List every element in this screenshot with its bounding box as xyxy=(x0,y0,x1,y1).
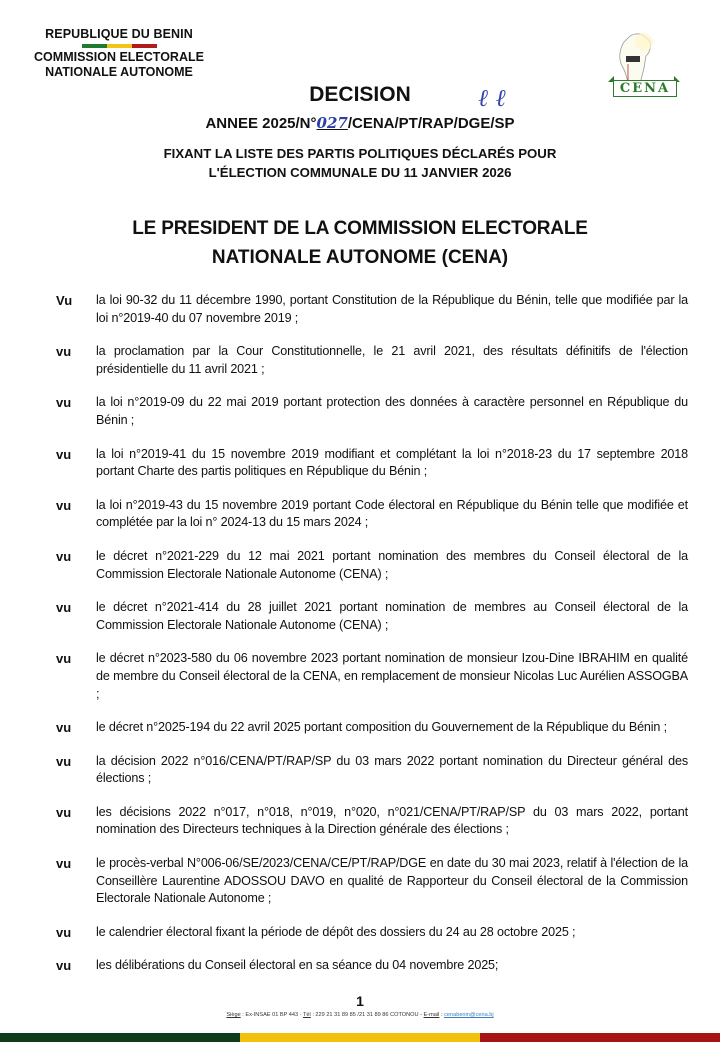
vu-text: le décret n°2021-414 du 28 juillet 2021 portant nomination de membres au Conseil électoral de la Commission Electorale Nationale Autonome (CENA) ; xyxy=(96,600,688,632)
flag-green xyxy=(82,44,107,48)
document-title: DECISION xyxy=(309,83,411,106)
vu-label: vu xyxy=(56,804,72,820)
flag-stripe xyxy=(82,44,157,48)
footer-yellow xyxy=(240,1033,480,1042)
considerations-list xyxy=(56,292,688,991)
vu-label: vu xyxy=(56,497,72,513)
consideration-item xyxy=(56,855,688,908)
page-number: 1 xyxy=(356,993,364,1009)
vu-label: vu xyxy=(56,651,72,667)
consideration-item xyxy=(56,548,688,583)
consideration-item xyxy=(56,957,688,975)
vu-label: vu xyxy=(56,548,72,564)
subject-line-2: L'ÉLECTION COMMUNALE DU 11 JANVIER 2026 xyxy=(208,165,512,180)
vu-text: le calendrier électoral fixant la période de dépôt des dossiers du 24 au 28 octobre 2025 ; xyxy=(96,924,576,939)
vu-text: les délibérations du Conseil électoral en sa séance du 04 novembre 2025; xyxy=(96,958,499,973)
commission-line-2: NATIONALE AUTONOME xyxy=(45,65,193,79)
footer-green xyxy=(0,1033,240,1042)
vu-label: vu xyxy=(56,720,72,736)
vu-text: la loi 90-32 du 11 décembre 1990, portant Constitution de la République du Bénin, telle que modifiée par la loi n°2019-40 du 07 novembre 2019 ; xyxy=(96,293,688,325)
vu-text: la décision 2022 n°016/CENA/PT/RAP/SP du 03 mars 2022 portant nomination du Directeur général des élections ; xyxy=(96,753,688,786)
tel-value: : 229 21 31 89 85 /21 31 89 86 COTONOU - xyxy=(310,1012,424,1018)
reference-number: 027 xyxy=(316,114,348,132)
reference-suffix: /CENA/PT/RAP/DGE/SP xyxy=(347,115,515,132)
reference-prefix: ANNEE 2025/N° xyxy=(205,115,317,132)
authority-line-1: LE PRESIDENT DE LA COMMISSION ELECTORALE xyxy=(132,218,588,239)
vu-text: la loi n°2019-41 du 15 novembre 2019 modifiant et complétant la loi n°2018-23 du 17 septembre 2018 portant Charte des partis politiques en République du Bénin ; xyxy=(96,446,688,479)
email-separator: : xyxy=(439,1012,445,1018)
vu-text: la loi n°2019-43 du 15 novembre 2019 portant Code électoral en République du Bénin telle que modifiée et complétée par la loi n° 2024-13 du 15 mars 2024 ; xyxy=(96,497,688,530)
consideration-item xyxy=(56,599,688,634)
decision-reference xyxy=(0,114,720,132)
vu-text: la proclamation par la Cour Constitutionnelle, le 21 avril 2021, des résultats définitifs de l'élection présidentielle du 11 avril 2021 ; xyxy=(96,344,688,376)
tel-label: Tél xyxy=(302,1012,311,1018)
consideration-item xyxy=(56,497,688,532)
email-link[interactable]: cenabenin@cena.bj xyxy=(444,1012,494,1018)
subject-line-1: FIXANT LA LISTE DES PARTIS POLITIQUES DÉCLARÉS POUR xyxy=(163,146,557,161)
email-label: E-mail xyxy=(423,1012,440,1018)
handwritten-initials: ℓ ℓ xyxy=(478,84,506,112)
vu-label: Vu xyxy=(56,293,73,308)
consideration-item xyxy=(56,394,688,429)
consideration-item xyxy=(56,292,688,327)
commission-line-1: COMMISSION ELECTORALE xyxy=(34,50,204,64)
vu-text: les décisions 2022 n°017, n°018, n°019, n°020, n°021/CENA/PT/RAP/SP du 03 mars 2022, portant nomination des Directeurs techniques à la Direction générale des élections ; xyxy=(96,804,688,837)
authority-line-2: NATIONALE AUTONOME (CENA) xyxy=(211,247,509,268)
vu-text: la loi n°2019-09 du 22 mai 2019 portant protection des données à caractère personnel en République du Bénin ; xyxy=(96,395,688,427)
vu-label: vu xyxy=(56,924,72,940)
consideration-item xyxy=(56,343,688,378)
consideration-item xyxy=(56,650,688,703)
letterhead-left xyxy=(24,27,214,80)
consideration-item xyxy=(56,719,688,737)
siege-value: : Ex-INSAE 01 BP 443 · xyxy=(240,1012,303,1018)
flag-yellow xyxy=(107,44,132,48)
vu-label: vu xyxy=(56,958,72,974)
vu-text: le décret n°2025-194 du 22 avril 2025 portant composition du Gouvernement de la République du Bénin ; xyxy=(96,720,667,735)
republic-name: REPUBLIQUE DU BENIN xyxy=(45,27,193,41)
consideration-item xyxy=(56,804,688,839)
footer-flag-stripe xyxy=(0,1033,720,1042)
vu-label: vu xyxy=(56,344,72,360)
cena-logo-text: CENA xyxy=(613,80,677,97)
vu-text: le décret n°2021-229 du 12 mai 2021 portant nomination des membres du Conseil électoral de la Commission Electorale Nationale Autonome (CENA) ; xyxy=(96,548,688,581)
footer-contact xyxy=(0,1012,720,1018)
consideration-item xyxy=(56,753,688,788)
siege-label: Siège xyxy=(226,1012,241,1018)
vu-text: le décret n°2023-580 du 06 novembre 2023 portant nomination de monsieur Izou-Dine IBRAHIM en qualité de membre du Conseil électoral de la CENA, en remplacement de monsieur Nicolas Luc Aurélien ASSOGBA ; xyxy=(96,651,688,701)
footer-red xyxy=(480,1033,720,1042)
vu-label: vu xyxy=(56,856,72,872)
vu-label: vu xyxy=(56,395,72,411)
vu-label: vu xyxy=(56,446,72,462)
vu-label: vu xyxy=(56,600,72,616)
vu-text: le procès-verbal N°006-06/SE/2023/CENA/CE/PT/RAP/DGE en date du 30 mai 2023, relatif à l'élection de la Conseillère Laurentine ADOSSOU DAVO en qualité de Rapporteur du Conseil électoral de la Commission Electorale Nationale Autonome ; xyxy=(96,856,688,906)
consideration-item xyxy=(56,446,688,481)
consideration-item xyxy=(56,924,688,942)
flag-red xyxy=(132,44,157,48)
vu-label: vu xyxy=(56,753,72,769)
